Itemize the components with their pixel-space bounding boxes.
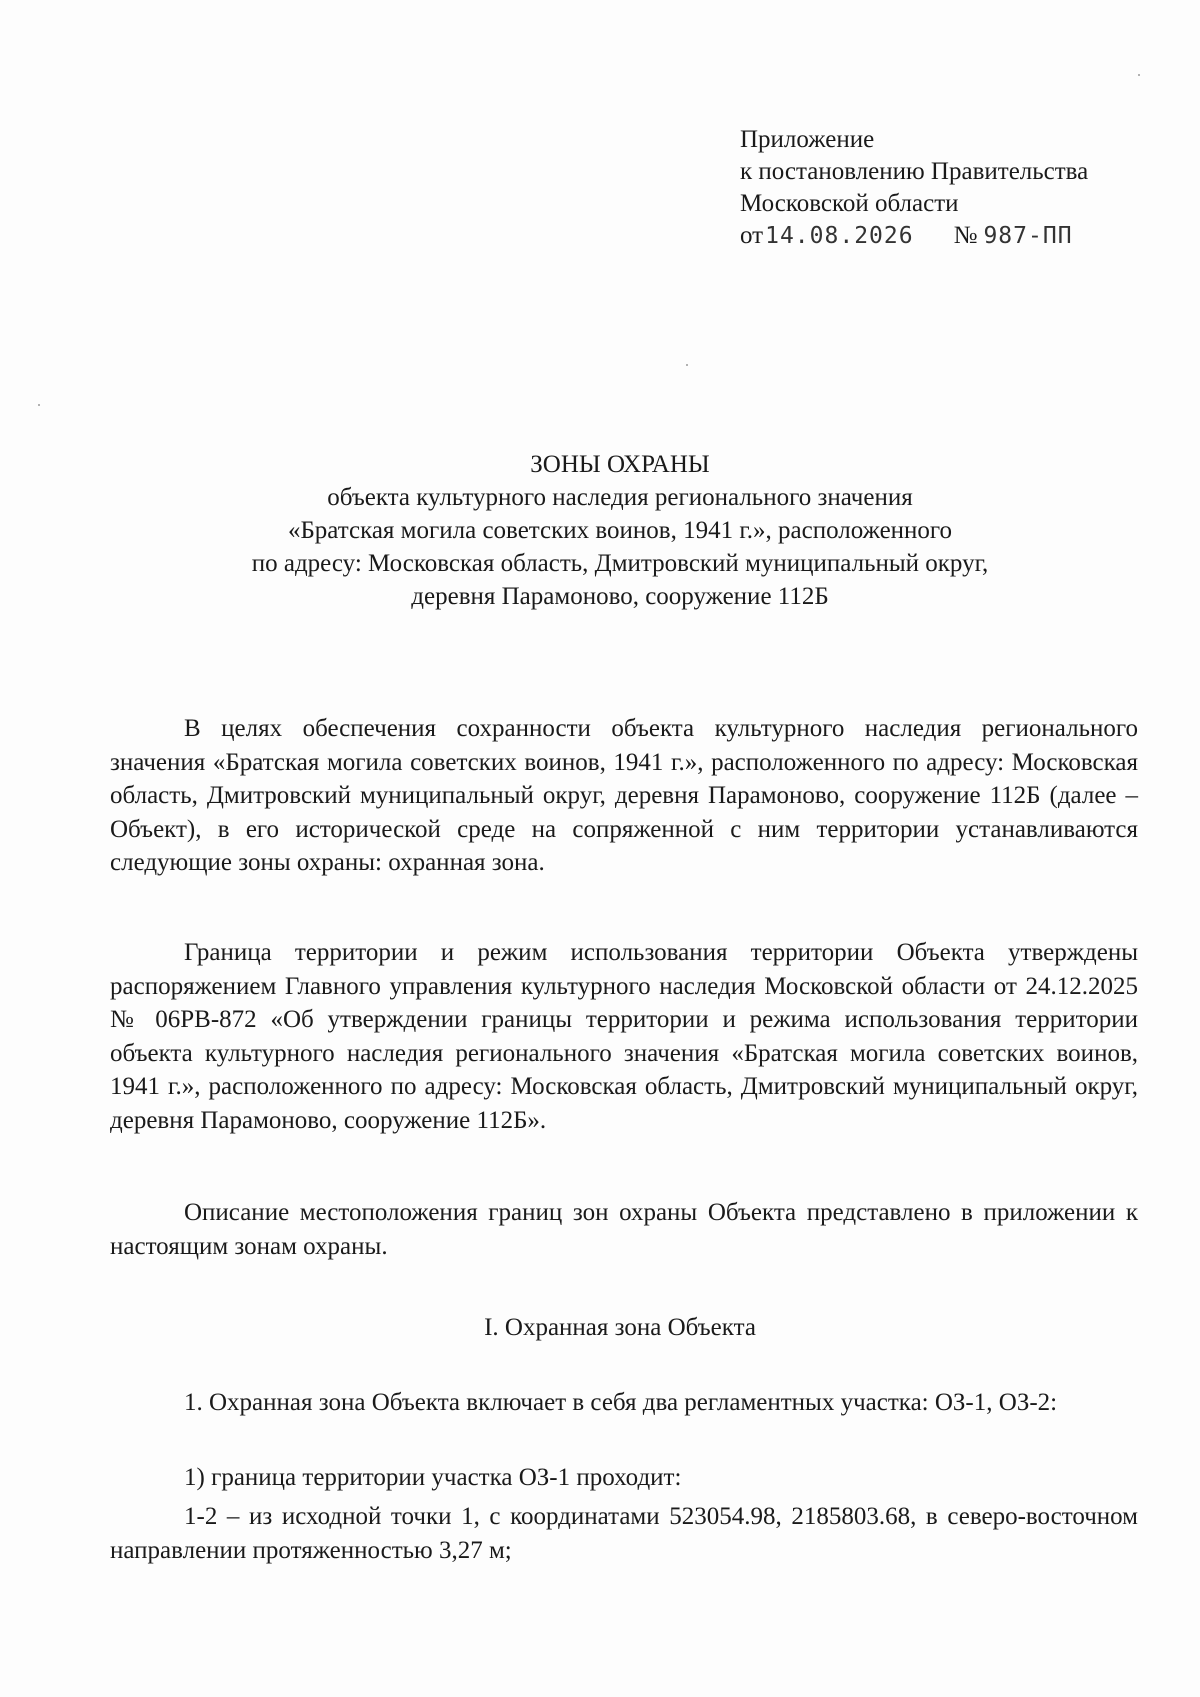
appendix-header [740,124,1160,252]
paragraph-description [110,1196,1138,1263]
paragraph-territory [110,936,1138,1137]
number-value: 987-ПП [983,223,1073,249]
date-prefix: от [740,222,764,249]
paragraph-boundary-segment-text: 1-2 – из исходной точки 1, с координатами 523054.98, 2185803.68, в северо-восточном направлении протяженностью 3,27 м; [110,1503,1138,1564]
paragraph-territory-text: Граница территории и режим использования территории Объекта утверждены распоряжением Главного управления культурного наследия Московской области от 24.12.2025 № 06РВ-872 «Об утверждении границы территории и режима использования территории объекта культурного наследия регионального значения «Братская могила советских воинов, 1941 г.», расположенного по адресу: Московская область, Дмитровский муниципальный округ, деревня Парамоново, сооружение 112Б». [110,939,1138,1134]
title-line-name: «Братская могила советских воинов, 1941 г.», расположенного [287,517,953,544]
appendix-resolution-line: к постановлению Правительства [740,158,1089,185]
paragraph-boundary-intro [110,1461,1138,1495]
paragraph-purpose-text: В целях обеспечения сохранности объекта культурного наследия регионального значения «Братская могила советских воинов, 1941 г.», расположенного по адресу: Московская область, Дмитровский муниципальный округ, деревня Парамоново, сооружение 112Б (далее – Объект), в его исторической среде на сопряженной с ним территории устанавливаются следующие зоны охраны: охранная зона. [110,715,1138,876]
paragraph-zone-composition [110,1385,1138,1420]
title-line-object: объекта культурного наследия регионального значения [327,484,913,511]
title-line-building: деревня Парамоново, сооружение 112Б [411,583,829,610]
paragraph-purpose [110,712,1138,880]
scan-speck [38,404,40,406]
title-heading: ЗОНЫ ОХРАНЫ [530,451,710,478]
appendix-label: Приложение [740,126,875,153]
scan-speck [686,364,688,366]
paragraph-zone-composition-text: 1. Охранная зона Объекта включает в себя два регламентных участка: ОЗ-1, ОЗ-2: [184,1389,1058,1416]
section-heading: I. Охранная зона Объекта [484,1314,756,1341]
title-line-address: по адресу: Московская область, Дмитровский муниципальный округ, [251,550,989,577]
date-value: 14.08.2026 [765,223,914,249]
number-sign: № [953,222,978,249]
appendix-region-line: Московской области [740,190,959,217]
appendix-date-number-line [740,220,1160,252]
paragraph-boundary-segment [110,1500,1138,1567]
scan-speck [1138,74,1140,76]
paragraph-boundary-intro-text: 1) граница территории участка ОЗ-1 проходит: [184,1464,682,1491]
paragraph-description-text: Описание местоположения границ зон охраны Объекта представлено в приложении к настоящим зонам охраны. [110,1199,1138,1260]
document-title [120,448,1120,613]
